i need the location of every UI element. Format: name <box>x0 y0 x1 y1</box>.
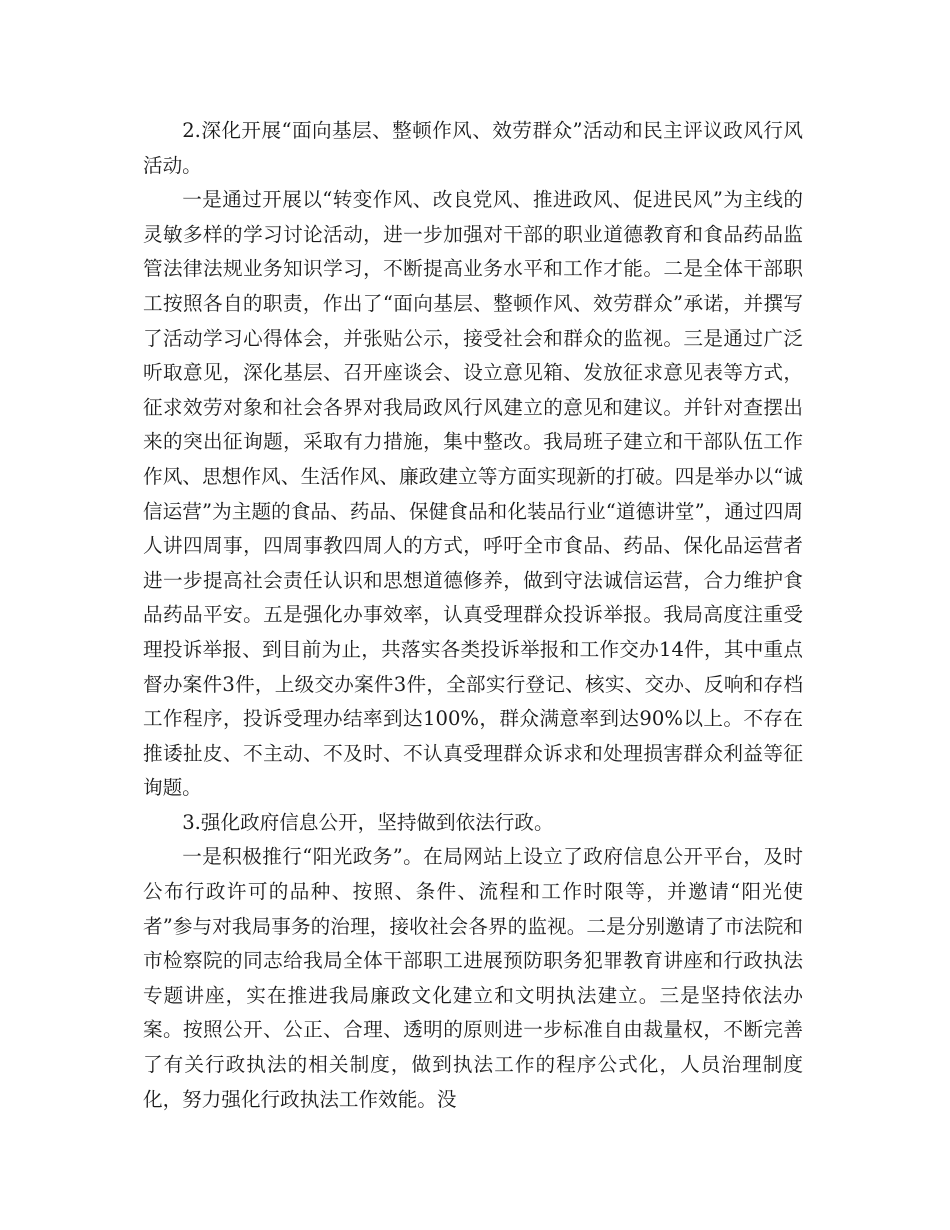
body-paragraph: 一是积极推行“阳光政务”。在局网站上设立了政府信息公开平台，及时公布行政许可的品种、按照、条件、流程和工作时限等，并邀请“阳光使者”参与对我局事务的治理，接收社会各界的监视。二是分别邀请了市法院和市检察院的同志给我局全体干部职工进展预防职务犯罪教育讲座和行政执法专题讲座，实在推进我局廉政文化建立和文明执法建立。三是坚持依法办案。按照公开、公正、合理、透明的原则进一步标准自由裁量权，不断完善了有关行政执法的相关制度，做到执法工作的程序公式化，人员治理制度化，努力强化行政执法工作效能。没 <box>143 845 803 1111</box>
document-page <box>143 114 803 1117</box>
section-heading-3: 3.强化政府信息公开，坚持做到依法行政。 <box>182 810 554 834</box>
section-heading-2: 2.深化开展“面向基层、整顿作风、效劳群众”活动和民主评议政风行风活动。 <box>143 119 803 177</box>
body-paragraph: 一是通过开展以“转变作风、改良党风、推进政风、促进民风”为主线的灵敏多样的学习讨论活动，进一步加强对干部的职业道德教育和食品药品监管法律法规业务知识学习，不断提高业务水平和工作才能。二是全体干部职工按照各自的职责，作出了“面向基层、整顿作风、效劳群众”承诺，并撰写了活动学习心得体会，并张贴公示，接受社会和群众的监视。三是通过广泛听取意见，深化基层、召开座谈会、设立意见箱、发放征求意见表等方式，征求效劳对象和社会各界对我局政风行风建立的意见和建议。并针对查摆出来的突出征询题，采取有力措施，集中整改。我局班子建立和干部队伍工作作风、思想作风、生活作风、廉政建立等方面实现新的打破。四是举办以“诚信运营”为主题的食品、药品、保健食品和化装品行业“道德讲堂”，通过四周人讲四周事，四周事教四周人的方式，呼吁全市食品、药品、保化品运营者进一步提高社会责任认识和思想道德修养，做到守法诚信运营，合力维护食品药品平安。五是强化办事效率，认真受理群众投诉举报。我局高度注重受理投诉举报、到目前为止，共落实各类投诉举报和工作交办14件，其中重点督办案件3件，上级交办案件3件，全部实行登记、核实、交办、反响和存档工作程序，投诉受理办结率到达100%，群众满意率到达90%以上。不存在推诿扯皮、不主动、不及时、不认真受理群众诉求和处理损害群众利益等征询题。 <box>143 188 803 800</box>
